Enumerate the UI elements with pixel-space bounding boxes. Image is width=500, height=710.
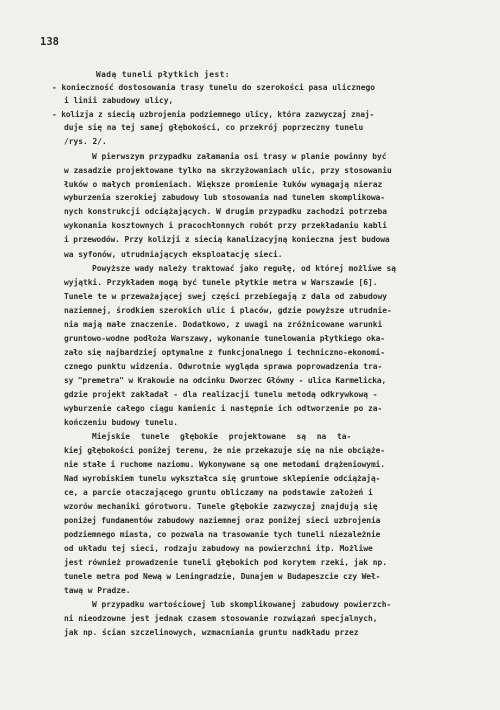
- text-line: gdzie projekt zakładał - dla realizacji tunelu metodą odkrywkową -: [64, 390, 378, 399]
- text-line: W przypadku wartościowej lub skomplikowanej zabudowy powierzch-: [92, 600, 392, 609]
- text-line: - konieczność dostosowania trasy tunelu do szerokości pasa ulicznego: [52, 83, 376, 92]
- text-line: Tunele te w przeważającej swej części przebiegają z dala od zabudowy: [64, 292, 388, 301]
- text-line: Nad wyrobiskiem tunelu wykształca się gruntowe sklepienie odciążają-: [64, 474, 381, 483]
- text-line: i przewodów. Przy kolizji z siecią kanalizacyjną konieczna jest budowa: [64, 235, 390, 244]
- text-line: poniżej fundamentów zabudowy naziemnej oraz poniżej sieci uzbrojenia: [64, 516, 381, 525]
- text-line: naziemnej, środkiem szerokich ulic i placów, gdzie powyższe utrudnie-: [64, 306, 392, 315]
- text-line: /rys. 2/.: [64, 137, 107, 146]
- text-line: gruntowo-wodne podłoża Warszawy, wykonanie tunelowania płytkiego oka-: [64, 334, 385, 343]
- text-line: tawą w Pradze.: [64, 586, 131, 595]
- text-line: duje się na tej samej głębokości, co przekrój poprzeczny tunelu: [64, 123, 364, 132]
- text-line: sy "premetra" w Krakowie na odcinku Dworzec Główny - ulica Karmelicka,: [64, 376, 387, 385]
- text-line: Wadą tuneli płytkich jest:: [96, 70, 230, 79]
- text-line: wykonania kosztownych i pracochłonnych robót przy przekładaniu kabli: [64, 221, 388, 230]
- text-line: i linii zabudowy ulicy,: [64, 96, 174, 105]
- text-line: - kolizja z siecią uzbrojenia podziemnego ulicy, która zazwyczaj znaj-: [52, 110, 375, 119]
- text-line: wyjątki. Przykładem mogą być tunele płytkie metra w Warszawie [6].: [64, 278, 378, 287]
- text-line: w zasadzie projektowane tylko na skrzyżowaniach ulic, przy stosowaniu: [64, 166, 392, 175]
- text-line: cznego punktu widzenia. Odwrotnie wygląda sprawa poprowadzenia tra-: [64, 362, 383, 371]
- text-line: jak np. ścian szczelinowych, wzmacniania gruntu nadkładu przez: [64, 628, 359, 637]
- text-line: tunele metra pod Newą w Leningradzie, Dunajem w Budapeszcie czy Weł-: [64, 572, 381, 581]
- text-line: ce, a parcie otaczającego gruntu obliczamy na podstawie założeń i: [64, 488, 373, 497]
- text-line: Miejskie tunele głębokie projektowane są na ta-: [92, 432, 352, 441]
- text-line: nie stałe i ruchome naziomu. Wykonywane są one metodami drążeniowymi.: [64, 460, 385, 469]
- text-line: nia mają małe znaczenie. Dodatkowo, z uwagi na zróżnicowane warunki: [64, 320, 383, 329]
- text-line: nych konstrukcji odciążających. W drugim przypadku zachodzi potrzeba: [64, 207, 388, 216]
- text-line: W pierwszym przypadku załamania osi trasy w planie powinny być: [92, 152, 387, 161]
- text-line: zało się najbardziej optymalne z funkcjonalnego i techniczno-ekonomi-: [64, 348, 385, 357]
- page-number: 138: [40, 36, 59, 48]
- text-line: wa syfonów, utrudniających eksploatację sieci.: [64, 250, 283, 259]
- text-line: wzorów mechaniki górotworu. Tunele głębokie zazwyczaj znajdują się: [64, 502, 378, 511]
- text-line: jest również prowadzenie tuneli głębokich pod korytem rzeki, jak np.: [64, 558, 388, 567]
- text-line: od układu tej sieci, rodzaju zabudowy na powierzchni itp. Możliwe: [64, 544, 373, 553]
- text-line: ni nieodzowne jest jednak czasem stosowanie rozwiązań specjalnych,: [64, 614, 378, 623]
- text-line: Powyższe wady należy traktować jako regułę, od której możliwe są: [92, 264, 397, 273]
- text-line: wyburzenie całego ciągu kamienic i następnie ich odtworzenie po za-: [64, 404, 383, 413]
- text-line: podziemnego miasta, co pozwala na trasowanie tych tuneli niezależnie: [64, 530, 381, 539]
- text-line: kończeniu budowy tunelu.: [64, 418, 179, 427]
- text-line: kiej głębokości poniżej terenu, że nie przekazuje się na nie obciąże-: [64, 446, 385, 455]
- text-line: wyburzenia szerokiej zabudowy lub stosowania nad tunelem skomplikowa-: [64, 193, 385, 202]
- text-line: łuków o małych promieniach. Większe promienie łuków wymagają nieraz: [64, 180, 383, 189]
